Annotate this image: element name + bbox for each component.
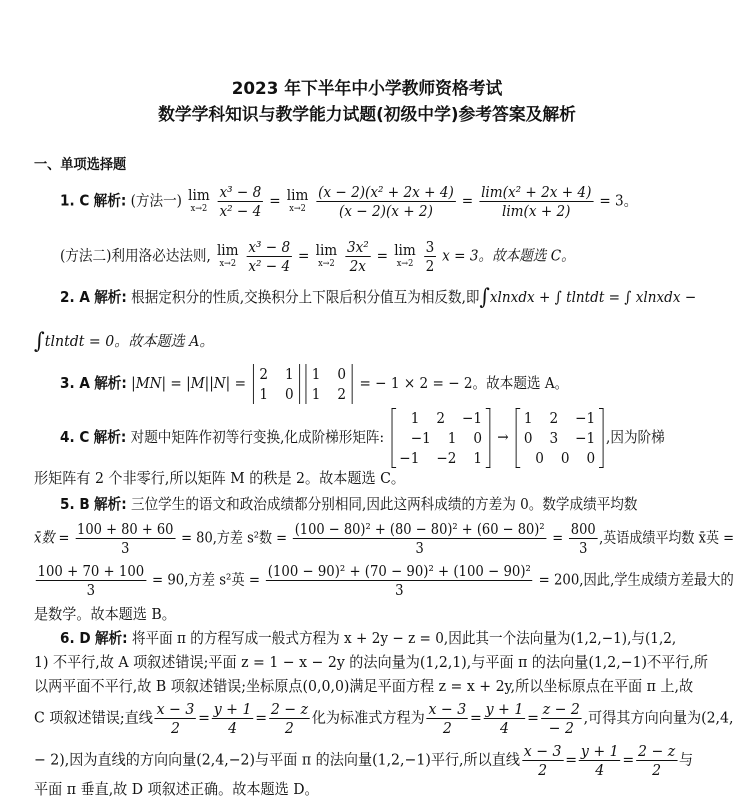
q1-m2-lim-3: lim x→2	[394, 240, 416, 269]
q4-jiexi: 解析:	[93, 428, 127, 446]
q3-result: = − 1 × 2 = − 2。故本题选 A。	[359, 374, 569, 392]
q2-expr: xlnxdx + ∫ tlntdt = ∫ xlnxdx −	[489, 288, 697, 306]
q4-answer: 4. C	[60, 428, 90, 446]
q5-frac-5: $\frac{\text{(100 − 90)² + (70 − 90)² + (100 − 90)²}}{3}$	[267, 562, 531, 599]
det-matrix-m: 2 1 1 0	[253, 364, 300, 404]
q6-text-1: 将平面 π 的方程写成一般式方程为 x + 2y − z = 0,因此其一个法向量为(1,2,−1),与(1,2,	[131, 629, 677, 647]
q3-answer: 3. A	[60, 374, 90, 392]
q6-frac-b2: $\frac{y + 1}{4}$	[485, 700, 524, 737]
q1-lim-2: lim x→2	[286, 185, 309, 214]
q5-frac-3: $\frac{800}{3}$	[570, 520, 596, 557]
q5-eq: =	[552, 528, 564, 547]
q5-english-var: = 90,方差 s²英 =	[152, 570, 260, 589]
q2-answer: 2. A	[60, 288, 90, 306]
q6-line-3: 以两平面不平行,故 B 项叙述错误;坐标原点(0,0,0)满足平面方程 z = x + 2y,所以坐标原点在平面 π 上,故	[34, 677, 694, 695]
q6-l5-b: 与	[678, 750, 694, 769]
q5-frac-1: $\frac{100 + 80 + 60}{3}$	[77, 520, 174, 557]
q2-expr-2: tlntdt = 0。故本题选 A。	[44, 332, 214, 350]
q5-line-2	[34, 520, 735, 560]
q1-prefix: (方法一)	[130, 191, 182, 210]
q5-math-mean: x̄数 =	[34, 528, 70, 547]
q1-m2-prefix: (方法二)利用洛必达法则,	[60, 246, 211, 265]
q1-lim-1: lim x→2	[188, 185, 210, 214]
arrow-icon: →	[497, 428, 509, 446]
q5-jiexi: 解析:	[94, 495, 127, 513]
q2-jiexi: 解析:	[94, 288, 127, 306]
q1-jiexi: 解析:	[93, 191, 127, 210]
q1-m2-lim-2: lim x→2	[315, 240, 338, 269]
q5-conclusion: = 200,因此,学生成绩方差最大的	[538, 570, 734, 589]
q3-prefix: |MN| = |M||N| =	[131, 374, 246, 392]
q1-frac-3: $\frac{\text{lim(x² + 2x + 4)}}{\lim(x + 2)}$	[481, 183, 592, 220]
q4-continuation: 形矩阵有 2 个非零行,所以矩阵 M 的秩是 2。故本题选 C。	[34, 469, 405, 487]
q6-l4-a: C 项叙述错误;直线	[34, 708, 153, 727]
q5-line-3	[34, 562, 734, 602]
q1-method-two: (方法二)利用洛必达法则, lim x→2 $\frac{\text{x³ − 8}}{\text{x² − 4}}$ = lim x→2 $\frac{\text{3x²}}{2x}$ = lim x→2 $\frac{3}{2}$ x = 3。故本题选 C。	[60, 238, 575, 275]
q6-answer: 6. D	[60, 629, 91, 647]
q6-frac-a2: $\frac{x - 3}{2}$	[428, 700, 467, 737]
q2-line-2	[34, 330, 734, 353]
q1-answer: 1. C	[60, 191, 90, 210]
q6-frac-d: $\frac{z - 2}{- 2}$	[542, 700, 580, 737]
q3-jiexi: 解析:	[94, 374, 127, 392]
q6-l4-c: ,可得其方向向量为(2,4,	[583, 708, 734, 727]
q3-line	[60, 364, 734, 408]
q1-m2-frac-1: $\frac{\text{x³ − 8}}{\text{x² − 4}}$	[248, 238, 291, 275]
q6-frac-b: $\frac{y + 1}{4}$	[213, 700, 252, 737]
integral-symbol-2: ∫	[34, 329, 45, 354]
q5-english-mean: ,英语成绩平均数 x̄英 =	[599, 528, 735, 547]
q6-line-1	[60, 627, 734, 649]
q5-frac-2: $\frac{\text{(100 − 80)² + (80 − 80)² + (60 − 80)²}}{3}$	[294, 520, 545, 557]
title-line-1: 2023 年下半年中小学教师资格考试	[231, 79, 503, 99]
q1-m2-result: x = 3。故本题选 C。	[442, 246, 575, 265]
q6-line-4: C 项叙述错误;直线 $\frac{x - 3}{2}$ = $\frac{y + 1}{4}$ = $\frac{2 - z}{2}$ 化为标准式方程为 $\frac{x - 3}{2}$ = $\frac{y + 1}{4}$ = $\frac{z - 2}{- 2}$ ,可得其方向向量为(2,4,	[34, 700, 734, 737]
q1-frac-1: $\frac{\text{x³ − 8}}{\text{x² − 4}}$	[219, 183, 262, 220]
section-heading: 一、单项选择题	[34, 157, 127, 173]
q4-after: ,因为阶梯	[606, 428, 665, 446]
q6-l5-a: − 2),因为直线的方向向量(2,4,−2)与平面 π 的法向量(1,2,−1)平行,所以直线	[34, 750, 520, 769]
q2-text: 根据定积分的性质,交换积分上下限后积分值互为相反数,即	[131, 288, 480, 306]
q1-m2-frac-3: $\frac{3}{2}$	[425, 238, 435, 275]
q5-answer: 5. B	[60, 495, 90, 513]
q5-math-var: = 80,方差 s²数 =	[181, 528, 288, 547]
q6-line-6: 平面 π 垂直,故 D 项叙述正确。故本题选 D。	[34, 780, 319, 798]
q5-line-4: 是数学。故本题选 B。	[34, 605, 176, 623]
q1-frac-2: $\frac{\text{(x − 2)(x² + 2x + 4)}}{(x - 2)(x + 2)}$	[318, 183, 454, 220]
q6-l4-b: 化为标准式方程为	[311, 708, 425, 727]
q1-m2-frac-2: $\frac{\text{3x²}}{2x}$	[346, 238, 369, 275]
det-matrix-n: 1 0 1 2	[305, 364, 352, 404]
q5-text: 三位学生的语文和政治成绩都分别相同,因此这两科成绩的方差为 0。数学成绩平均数	[130, 495, 638, 513]
q6-line-2: 1) 不平行,故 A 项叙述错误;平面 z = 1 − x − 2y 的法向量为(1,2,1),与平面 π 的法向量(1,2,−1)不平行,所	[34, 653, 709, 671]
q5-line-1	[60, 493, 734, 515]
q5-frac-4: $\frac{100 + 70 + 100}{3}$	[37, 562, 145, 599]
q6-jiexi: 解析:	[94, 629, 128, 647]
integral-symbol: ∫	[479, 285, 490, 310]
q4-line	[60, 408, 734, 468]
q6-frac-a: $\frac{x - 3}{2}$	[156, 700, 195, 737]
q6-frac-c3: $\frac{2 - z}{2}$	[637, 742, 676, 779]
q1-method-one: 1. C 解析: (方法一) lim x→2 $\frac{\text{x³ − 8}}{\text{x² − 4}}$ = lim x→2 $\frac{\text{(x − 2)(x² + 2x + 4)}}{(x - 2)(x + 2)}$ = $\frac{\text{lim(x² + 2x + 4)}}{\lim(x + 2)}$ = 3。	[60, 183, 638, 220]
matrix-original: 1 2 −1 −1 1 0 −1 −2 1	[391, 408, 490, 468]
q2-line-1	[60, 286, 734, 309]
q6-frac-b3: $\frac{y + 1}{4}$	[580, 742, 619, 779]
q6-line-5: − 2),因为直线的方向向量(2,4,−2)与平面 π 的法向量(1,2,−1)平行,所以直线 $\frac{x - 3}{2}$ = $\frac{y + 1}{4}$ = $\frac{2 - z}{2}$ 与	[34, 742, 694, 779]
q1-result: = 3。	[599, 191, 638, 210]
q6-frac-a3: $\frac{x - 3}{2}$	[523, 742, 562, 779]
q4-text: 对题中矩阵作初等行变换,化成阶梯形矩阵:	[130, 428, 385, 446]
matrix-echelon: 1 2 −1 0 3 −1 0 0 0	[516, 408, 604, 468]
q1-m2-lim-1: lim x→2	[216, 240, 239, 269]
title-line-2: 数学学科知识与教学能力试题(初级中学)参考答案及解析	[158, 105, 576, 125]
q6-frac-c: $\frac{2 - z}{2}$	[270, 700, 309, 737]
